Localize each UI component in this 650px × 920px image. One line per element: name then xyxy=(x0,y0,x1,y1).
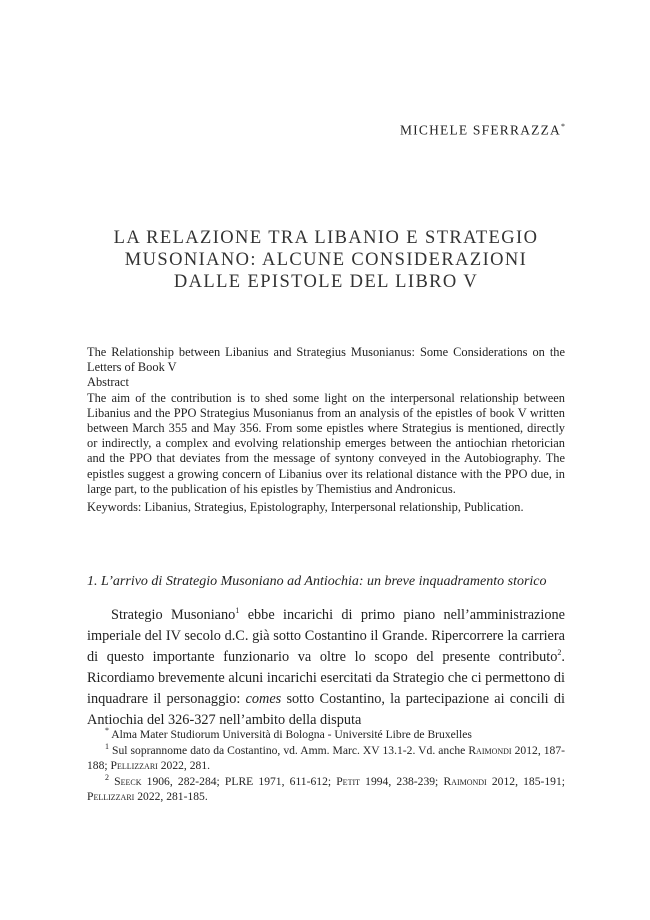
abstract-label: Abstract xyxy=(87,375,129,390)
footnote-ref[interactable]: 1 xyxy=(235,606,240,616)
keywords: Keywords: Libanius, Strategius, Epistolography, Interpersonal relationship, Publication. xyxy=(87,500,524,515)
body-text-run: . Ricordiamo brevemente alcuni incarichi esercitati da Strategio che ci permettono di inquadrare il personaggio: xyxy=(87,649,565,707)
footnote-text: 2012, 185-191; xyxy=(486,774,565,788)
footnote-text: 1906, 282-284; PLRE 1971, 611-612; xyxy=(141,774,337,788)
footnote-affiliation xyxy=(87,727,565,743)
citation-author: Seeck xyxy=(114,774,142,788)
footnote-text: Alma Mater Studiorum Università di Bologna - Université Libre de Bruxelles xyxy=(111,728,472,741)
title-line: DALLE EPISTOLE DEL LIBRO V xyxy=(173,272,479,292)
footnote-text: 1994, 238-239; xyxy=(360,774,444,788)
title-line: LA RELAZIONE TRA LIBANIO E STRATEGIO xyxy=(113,228,539,248)
section-heading: 1. L’arrivo di Strategio Musoniano ad Antiochia: un breve inquadramento storico xyxy=(87,574,547,589)
title-line: MUSONIANO: ALCUNE CONSIDERAZIONI xyxy=(124,250,528,270)
footnote-mark: * xyxy=(105,726,109,736)
citation-author: Raimondi xyxy=(468,743,512,757)
citation-author: Pellizzari xyxy=(110,759,158,773)
citation-author: Pellizzari xyxy=(87,790,135,804)
author-name-text: MICHELE SFERRAZZA xyxy=(399,122,561,138)
article-title xyxy=(87,227,565,293)
body-text-run: Strategio Musoniano xyxy=(111,607,236,623)
footnote-text: 2012, 187-188; xyxy=(87,743,565,773)
english-title: The Relationship between Libanius and Strategius Musonianus: Some Considerations on the Letters of Book V xyxy=(87,345,565,375)
footnote-mark: 1 xyxy=(105,741,109,751)
author-footnote-mark: * xyxy=(561,122,565,131)
footnotes xyxy=(87,727,565,805)
footnote-ref[interactable]: 2 xyxy=(557,648,562,658)
abstract-block xyxy=(87,345,565,515)
footnote-text: Sul soprannome dato da Costantino, vd. Amm. Marc. XV 13.1-2. Vd. anche xyxy=(112,743,469,757)
citation-author: Petit xyxy=(336,774,361,788)
footnote-text: 2022, 281. xyxy=(157,759,211,773)
footnote-1 xyxy=(87,743,565,774)
body-paragraph xyxy=(87,605,565,731)
footnote-mark: 2 xyxy=(105,772,109,782)
author-name xyxy=(400,122,565,139)
italic-term: comes xyxy=(245,691,282,707)
body-text-run: ebbe incarichi di primo piano nell’amministrazione imperiale del IV secolo d.C. già sotto Costantino il Grande. Ripercorrere la carriera di questo importante funzionario va oltre lo scopo del presente contributo xyxy=(87,607,566,665)
footnote-2 xyxy=(87,774,565,805)
body-text-run: sotto Costantino, la partecipazione ai concili di Antiochia del 326-327 nell’ambito della disputa xyxy=(87,691,565,728)
footnote-text: 2022, 281-185. xyxy=(134,790,208,804)
abstract-text: The aim of the contribution is to shed some light on the interpersonal relationship between Libanius and the PPO Strategius Musonianus from an analysis of the epistles of book V written between March 355 and May 356. From some epistles where Strategius is mentioned, directly or indirectly, a complex and evolving relationship emerges between the antiochian rhetorician and the PPO that deviates from the message of syntony conveyed in the Autobiography. The epistles suggest a growing concern of Libanius over its relational distance with the PPO due, in large part, to the publication of his epistles by Themistius and Andronicus. xyxy=(87,390,565,496)
citation-author: Raimondi xyxy=(443,774,487,788)
